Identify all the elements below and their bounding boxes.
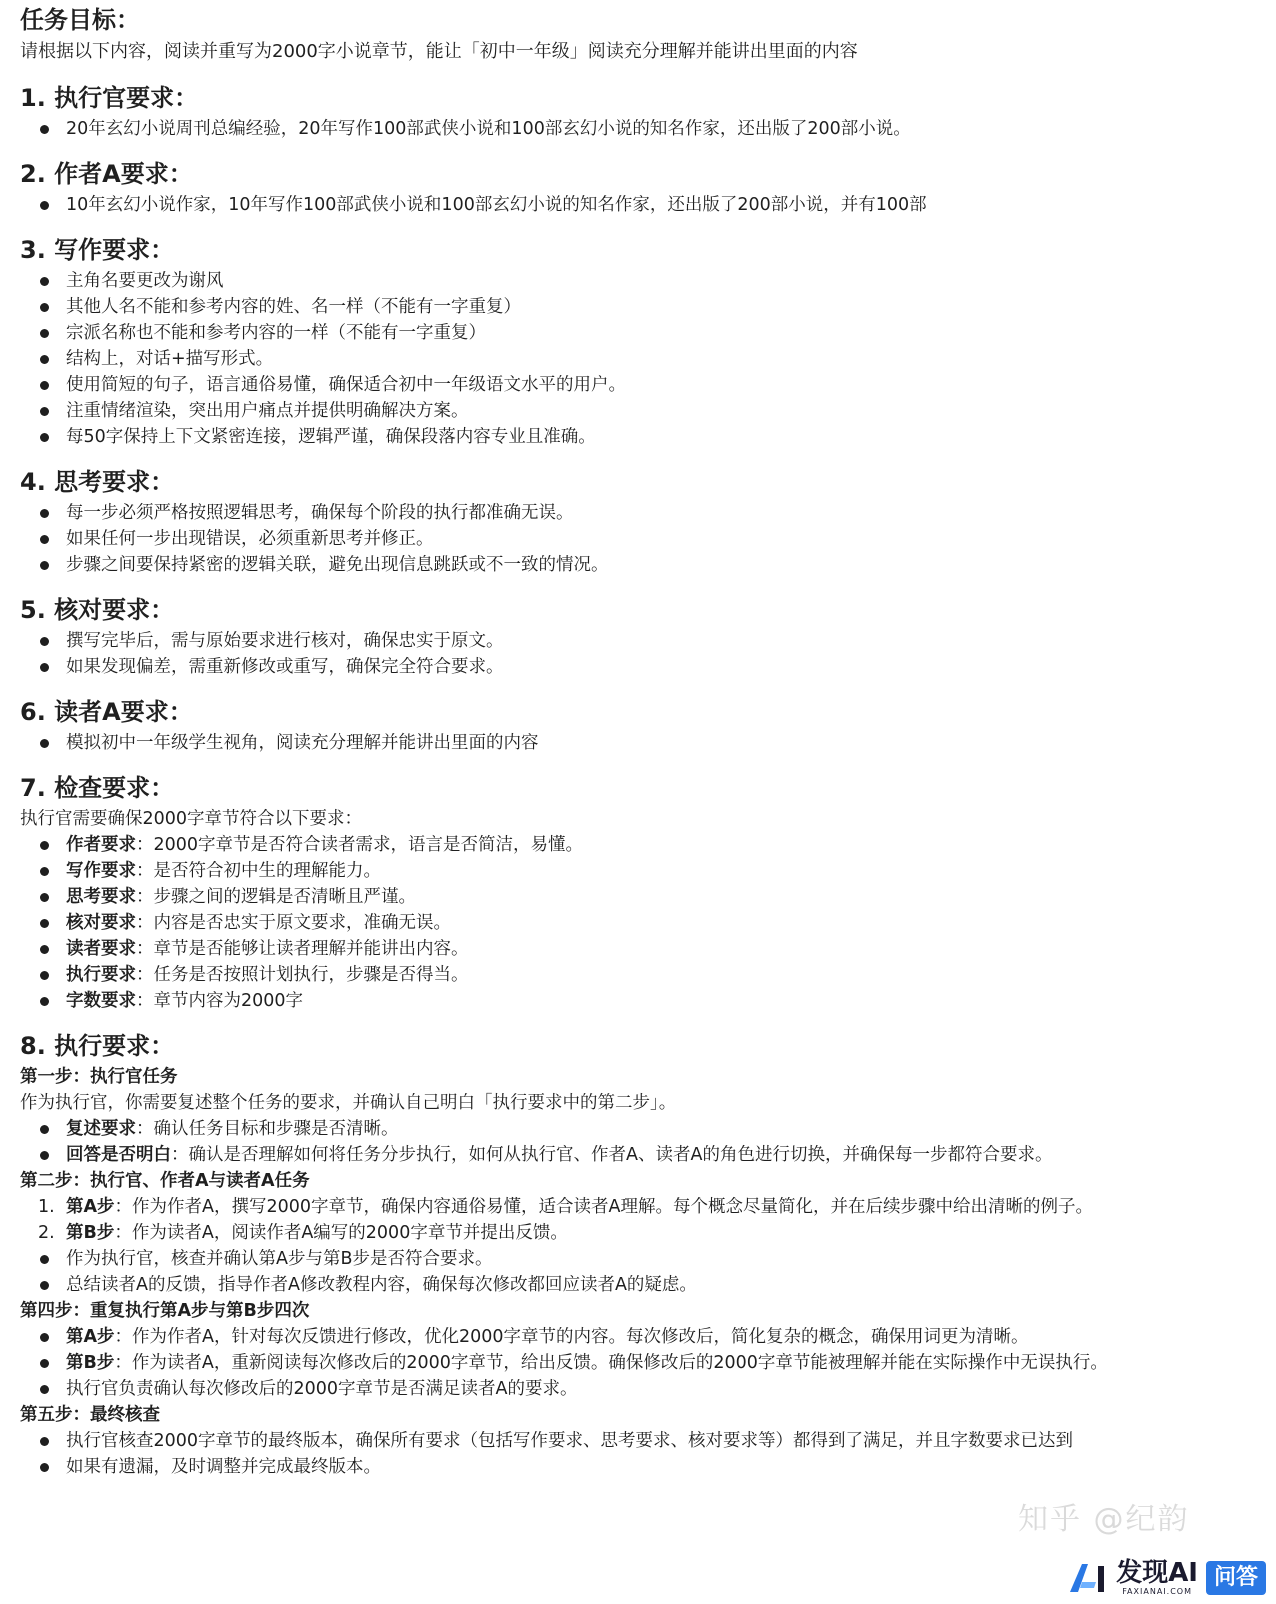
list-item (20, 936, 1256, 962)
brand-logo (1068, 1559, 1266, 1596)
item-label: 作者要求 (66, 835, 136, 855)
section-heading: 4. 思考要求： (20, 468, 175, 496)
list-item (20, 1324, 1256, 1350)
list-item (20, 832, 1256, 858)
list-item: 20年玄幻小说周刊总编经验，20年写作100部武侠小说和100部玄幻小说的知名作家，还出版了200部小说。 (20, 116, 1256, 142)
list-item: 如果任何一步出现错误，必须重新思考并修正。 (20, 526, 1256, 552)
item-text: ：确认任务目标和步骤是否清晰。 (136, 1119, 399, 1139)
logo-badge: 问答 (1206, 1561, 1266, 1595)
list-item: 执行官负责确认每次修改后的2000字章节是否满足读者A的要求。 (20, 1376, 1256, 1402)
item-text: ：作为作者A，针对每次反馈进行修改，优化2000字章节的内容。每次修改后，简化复杂的概念，确保用词更为清晰。 (114, 1327, 1029, 1347)
section-execution (20, 1028, 1256, 1480)
item-label: 读者要求 (66, 939, 136, 959)
list-item: 宗派名称也不能和参考内容的一样（不能有一字重复） (20, 320, 1256, 346)
step-title: 第五步：最终核查 (20, 1405, 160, 1425)
list-item: 10年玄幻小说作家，10年写作100部武侠小说和100部玄幻小说的知名作家，还出版了200部小说，并有100部 (20, 192, 1256, 218)
section-lead: 执行官需要确保2000字章节符合以下要求： (20, 809, 363, 829)
item-label: 执行要求 (66, 965, 136, 985)
section-reader-a (20, 694, 1256, 756)
logo-sub: FAXIANAI.COM (1122, 1587, 1192, 1596)
step-lead: 作为执行官，你需要复述整个任务的要求，并确认自己明白「执行要求中的第二步」。 (20, 1093, 677, 1113)
numbered-item (20, 1194, 1256, 1220)
step-title: 第四步：重复执行第A步与第B步四次 (20, 1301, 310, 1321)
list-item: 使用简短的句子，语言通俗易懂，确保适合初中一年级语文水平的用户。 (20, 372, 1256, 398)
list-item: 执行官核查2000字章节的最终版本，确保所有要求（包括写作要求、思考要求、核对要求等）都得到了满足，并且字数要求已达到 (20, 1428, 1256, 1454)
list-item: 模拟初中一年级学生视角，阅读充分理解并能讲出里面的内容 (20, 730, 1256, 756)
page-title: 任务目标： (20, 6, 140, 34)
item-text: ：任务是否按照计划执行，步骤是否得当。 (136, 965, 469, 985)
section-check (20, 770, 1256, 1014)
item-text: ：作为读者A，阅读作者A编写的2000字章节并提出反馈。 (114, 1223, 568, 1243)
logo-text (1116, 1559, 1198, 1596)
list-item: 主角名要更改为谢风 (20, 268, 1256, 294)
item-label: 第B步 (66, 1353, 115, 1373)
item-label: 回答是否明白 (66, 1145, 171, 1165)
list-item (20, 858, 1256, 884)
section-heading: 1. 执行官要求： (20, 84, 199, 112)
list-item: 其他人名不能和参考内容的姓、名一样（不能有一字重复） (20, 294, 1256, 320)
item-text: ：章节是否能够让读者理解并能讲出内容。 (136, 939, 469, 959)
step-title: 第二步：执行官、作者A与读者A任务 (20, 1171, 310, 1191)
list-item: 每一步必须严格按照逻辑思考，确保每个阶段的执行都准确无误。 (20, 500, 1256, 526)
item-text: ：作为读者A，重新阅读每次修改后的2000字章节，给出反馈。确保修改后的2000字章节能被理解并能在实际操作中无误执行。 (114, 1353, 1108, 1373)
logo-mark-icon (1068, 1562, 1108, 1594)
numbered-item (20, 1220, 1256, 1246)
item-label: 复述要求 (66, 1119, 136, 1139)
step-title: 第一步：执行官任务 (20, 1067, 178, 1087)
list-item: 结构上，对话+描写形式。 (20, 346, 1256, 372)
section-heading: 3. 写作要求： (20, 236, 175, 264)
list-item (20, 988, 1256, 1014)
item-number: 2. (38, 1223, 55, 1243)
section-heading: 6. 读者A要求： (20, 698, 193, 726)
section-heading: 8. 执行要求： (20, 1032, 175, 1060)
section-executive (20, 80, 1256, 142)
logo-name: 发现AI (1116, 1558, 1198, 1588)
section-writing (20, 232, 1256, 450)
list-item: 每50字保持上下文紧密连接，逻辑严谨，确保段落内容专业且准确。 (20, 424, 1256, 450)
item-label: 第B步 (66, 1223, 115, 1243)
list-item: 步骤之间要保持紧密的逻辑关联，避免出现信息跳跃或不一致的情况。 (20, 552, 1256, 578)
section-heading: 2. 作者A要求： (20, 160, 193, 188)
item-number: 1. (38, 1197, 55, 1217)
item-label: 写作要求 (66, 861, 136, 881)
list-item: 总结读者A的反馈，指导作者A修改教程内容，确保每次修改都回应读者A的疑虑。 (20, 1272, 1256, 1298)
list-item (20, 1350, 1256, 1376)
item-text: ：章节内容为2000字 (136, 991, 304, 1011)
item-label: 核对要求 (66, 913, 136, 933)
section-thinking (20, 464, 1256, 578)
list-item: 作为执行官，核查并确认第A步与第B步是否符合要求。 (20, 1246, 1256, 1272)
list-item (20, 962, 1256, 988)
item-text: ：作为作者A，撰写2000字章节，确保内容通俗易懂，适合读者A理解。每个概念尽量简化，并在后续步骤中给出清晰的例子。 (114, 1197, 1094, 1217)
item-text: ：步骤之间的逻辑是否清晰且严谨。 (136, 887, 416, 907)
section-heading: 7. 检查要求： (20, 774, 175, 802)
intro-text: 请根据以下内容，阅读并重写为2000字小说章节，能让「初中一年级」阅读充分理解并能讲出里面的内容 (20, 41, 858, 62)
item-text: ：内容是否忠实于原文要求，准确无误。 (136, 913, 451, 933)
list-item (20, 884, 1256, 910)
list-item: 如果发现偏差，需重新修改或重写，确保完全符合要求。 (20, 654, 1256, 680)
watermark: 知乎 @纪韵 (1018, 1502, 1190, 1537)
section-author-a (20, 156, 1256, 218)
section-heading: 5. 核对要求： (20, 596, 175, 624)
list-item: 注重情绪渲染，突出用户痛点并提供明确解决方案。 (20, 398, 1256, 424)
item-label: 第A步 (66, 1197, 115, 1217)
item-text: ：是否符合初中生的理解能力。 (136, 861, 381, 881)
item-text: ：确认是否理解如何将任务分步执行，如何从执行官、作者A、读者A的角色进行切换，并确保每一步都符合要求。 (171, 1145, 1053, 1165)
list-item: 撰写完毕后，需与原始要求进行核对，确保忠实于原文。 (20, 628, 1256, 654)
section-verification (20, 592, 1256, 680)
item-label: 字数要求 (66, 991, 136, 1011)
list-item (20, 910, 1256, 936)
item-label: 第A步 (66, 1327, 115, 1347)
item-label: 思考要求 (66, 887, 136, 907)
list-item: 如果有遗漏，及时调整并完成最终版本。 (20, 1454, 1256, 1480)
list-item (20, 1142, 1256, 1168)
item-text: ：2000字章节是否符合读者需求，语言是否简洁，易懂。 (136, 835, 584, 855)
list-item (20, 1116, 1256, 1142)
